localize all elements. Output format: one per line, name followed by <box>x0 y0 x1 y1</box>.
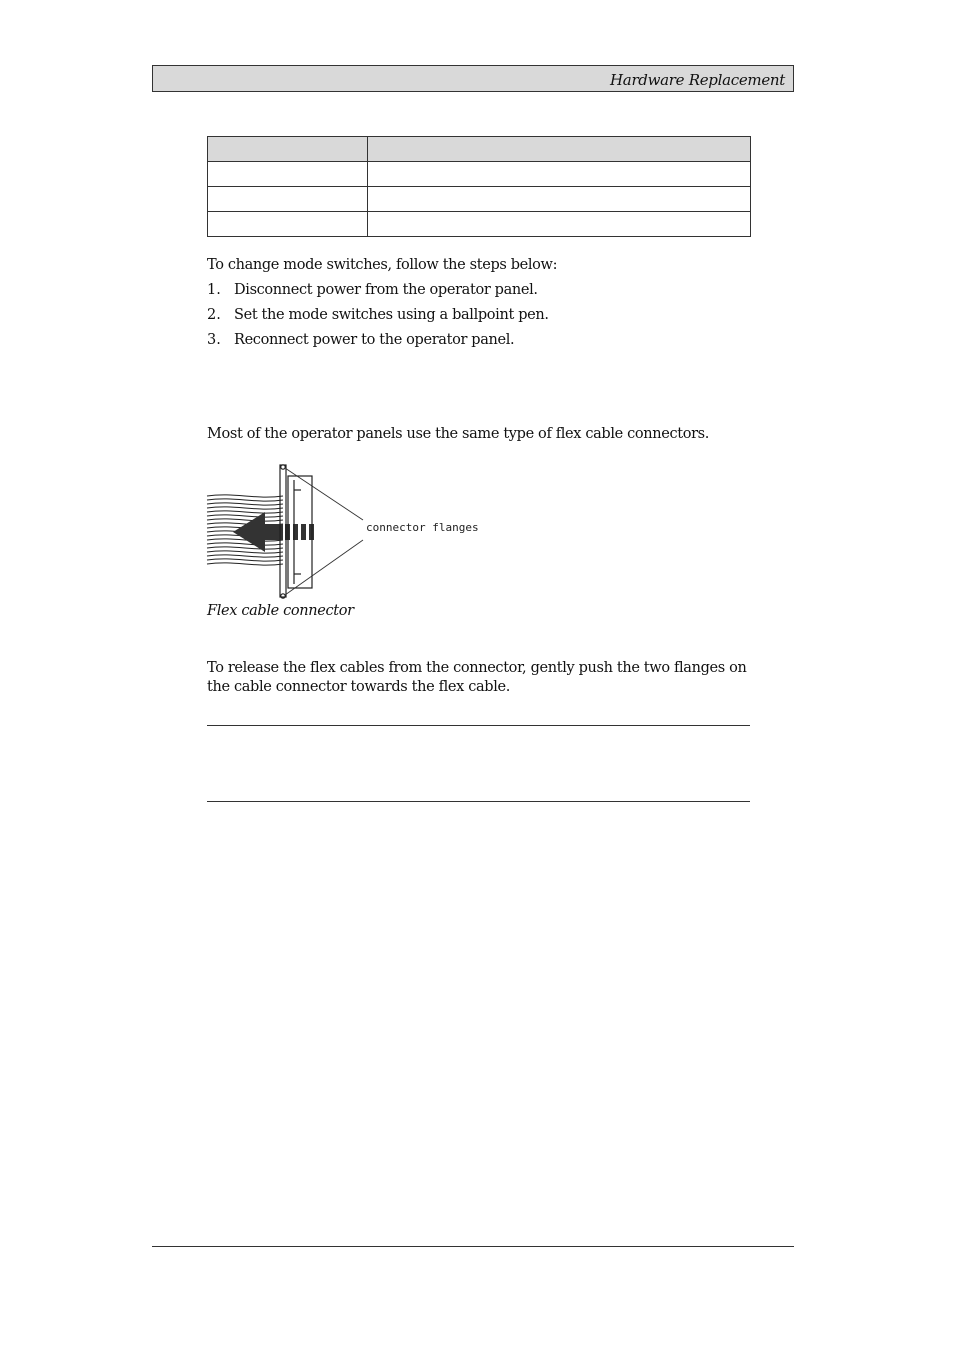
table-row <box>208 187 751 212</box>
table-cell <box>368 212 751 237</box>
flex-intro: Most of the operator panels use the same type of flex cable connectors. <box>207 426 710 442</box>
table-cell <box>368 187 751 212</box>
table-header-row <box>208 137 751 162</box>
callout-label: connector flanges <box>366 521 479 534</box>
table-row <box>208 162 751 187</box>
push-arrow-icon <box>233 512 314 552</box>
release-instruction: To release the flex cables from the connector, gently push the two flanges on the cable connector towards the flex cable. <box>207 660 747 695</box>
step-text: Set the mode switches using a ballpoint pen. <box>234 307 549 323</box>
table-cell <box>208 212 368 237</box>
note-bottom-rule <box>207 801 750 802</box>
step-text: Disconnect power from the operator panel. <box>234 282 538 298</box>
table-header-cell <box>368 137 751 162</box>
table-cell <box>208 162 368 187</box>
note-top-rule <box>207 725 750 726</box>
steps-intro: To change mode switches, follow the steps below: <box>207 257 558 273</box>
table-header-cell <box>208 137 368 162</box>
figure-caption: Flex cable connector <box>207 603 354 619</box>
flex-cable-connector-figure <box>205 462 505 602</box>
step-number: 3. <box>207 332 221 348</box>
header-bar <box>152 65 794 92</box>
table-cell <box>208 187 368 212</box>
step-number: 2. <box>207 307 221 323</box>
footer-rule <box>152 1246 794 1247</box>
step-text: Reconnect power to the operator panel. <box>234 332 515 348</box>
step-number: 1. <box>207 282 221 298</box>
table-row <box>208 212 751 237</box>
table-cell <box>368 162 751 187</box>
page-header-title: Hardware Replacement <box>610 71 785 89</box>
mode-switch-table <box>207 136 751 237</box>
